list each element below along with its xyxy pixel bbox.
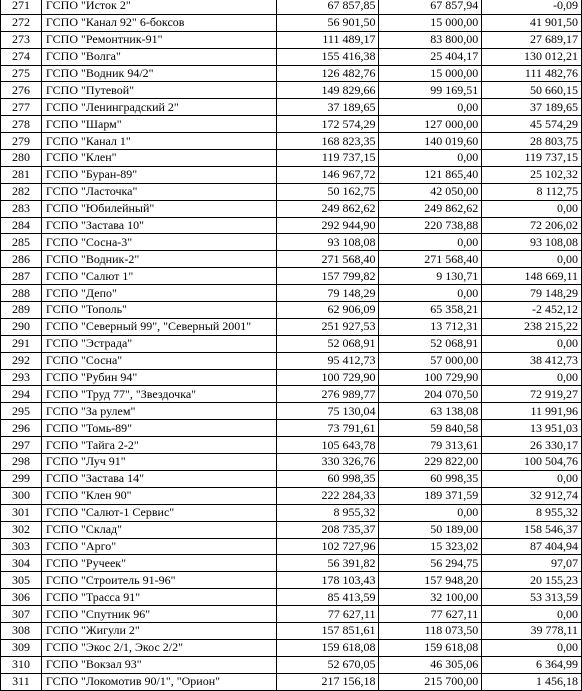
row-number-cell: 298 bbox=[1, 454, 42, 471]
cooperative-name-cell: ГСПО "За рулем" bbox=[41, 403, 276, 420]
amount-accrued-cell: 111 489,17 bbox=[276, 31, 379, 48]
table-row bbox=[1, 521, 582, 538]
balance-cell: 28 803,75 bbox=[482, 133, 582, 150]
amount-paid-cell: 249 862,62 bbox=[379, 200, 482, 217]
cooperative-name-cell: ГСПО "Спутник 96" bbox=[41, 606, 276, 623]
amount-accrued-cell: 67 857,85 bbox=[276, 0, 379, 14]
table-row bbox=[1, 589, 582, 606]
cooperative-name-cell: ГСПО "Ручеек" bbox=[41, 555, 276, 572]
cooperative-name-cell: ГСПО "Клен 90" bbox=[41, 487, 276, 504]
balance-cell: 93 108,08 bbox=[482, 234, 582, 251]
cooperative-name-cell: ГСПО "Ласточка" bbox=[41, 183, 276, 200]
row-number-cell: 272 bbox=[1, 14, 42, 31]
amount-accrued-cell: 330 326,76 bbox=[276, 454, 379, 471]
amount-accrued-cell: 93 108,08 bbox=[276, 234, 379, 251]
cooperative-name-cell: ГСПО "Склад" bbox=[41, 521, 276, 538]
amount-paid-cell: 99 169,51 bbox=[379, 82, 482, 99]
table-row bbox=[1, 639, 582, 656]
row-number-cell: 293 bbox=[1, 369, 42, 386]
amount-accrued-cell: 60 998,35 bbox=[276, 470, 379, 487]
amount-paid-cell: 157 948,20 bbox=[379, 572, 482, 589]
balance-cell: 111 482,76 bbox=[482, 65, 582, 82]
cooperative-name-cell: ГСПО "Ленинградский 2" bbox=[41, 99, 276, 116]
row-number-cell: 279 bbox=[1, 133, 42, 150]
amount-accrued-cell: 95 412,73 bbox=[276, 352, 379, 369]
cooperative-name-cell: ГСПО "Застава 14" bbox=[41, 470, 276, 487]
row-number-cell: 311 bbox=[1, 673, 42, 690]
row-number-cell: 295 bbox=[1, 403, 42, 420]
table-row bbox=[1, 302, 582, 319]
table-row bbox=[1, 0, 582, 14]
row-number-cell: 283 bbox=[1, 200, 42, 217]
table-row bbox=[1, 504, 582, 521]
table-row bbox=[1, 454, 582, 471]
amount-accrued-cell: 172 574,29 bbox=[276, 116, 379, 133]
table-row bbox=[1, 572, 582, 589]
cooperative-name-cell: ГСПО "Застава 10" bbox=[41, 217, 276, 234]
table-row bbox=[1, 673, 582, 690]
amount-accrued-cell: 249 862,62 bbox=[276, 200, 379, 217]
amount-paid-cell: 83 800,00 bbox=[379, 31, 482, 48]
amount-accrued-cell: 73 791,61 bbox=[276, 420, 379, 437]
amount-paid-cell: 63 138,08 bbox=[379, 403, 482, 420]
amount-paid-cell: 220 738,88 bbox=[379, 217, 482, 234]
amount-accrued-cell: 159 618,08 bbox=[276, 639, 379, 656]
table-row bbox=[1, 116, 582, 133]
amount-accrued-cell: 119 737,15 bbox=[276, 150, 379, 167]
balance-cell: 20 155,23 bbox=[482, 572, 582, 589]
amount-paid-cell: 271 568,40 bbox=[379, 251, 482, 268]
table-row bbox=[1, 234, 582, 251]
row-number-cell: 285 bbox=[1, 234, 42, 251]
amount-accrued-cell: 155 416,38 bbox=[276, 48, 379, 65]
row-number-cell: 289 bbox=[1, 302, 42, 319]
balance-cell: 8 112,75 bbox=[482, 183, 582, 200]
balance-cell: -2 452,12 bbox=[482, 302, 582, 319]
balance-cell: 8 955,32 bbox=[482, 504, 582, 521]
row-number-cell: 287 bbox=[1, 268, 42, 285]
row-number-cell: 307 bbox=[1, 606, 42, 623]
amount-accrued-cell: 217 156,18 bbox=[276, 673, 379, 690]
amount-paid-cell: 13 712,31 bbox=[379, 318, 482, 335]
amount-paid-cell: 118 073,50 bbox=[379, 622, 482, 639]
table-row bbox=[1, 48, 582, 65]
table-row bbox=[1, 251, 582, 268]
cooperative-name-cell: ГСПО "Ремонтник-91" bbox=[41, 31, 276, 48]
table-row bbox=[1, 386, 582, 403]
amount-accrued-cell: 79 148,29 bbox=[276, 285, 379, 302]
amount-paid-cell: 140 019,60 bbox=[379, 133, 482, 150]
cooperative-name-cell: ГСПО "Локомотив 90/1", "Орион" bbox=[41, 673, 276, 690]
amount-paid-cell: 121 865,40 bbox=[379, 166, 482, 183]
amount-accrued-cell: 56 901,50 bbox=[276, 14, 379, 31]
cooperative-name-cell: ГСПО "Сосна-3" bbox=[41, 234, 276, 251]
table-row bbox=[1, 285, 582, 302]
amount-accrued-cell: 62 906,09 bbox=[276, 302, 379, 319]
row-number-cell: 274 bbox=[1, 48, 42, 65]
cooperative-name-cell: ГСПО "Северный 99", "Северный 2001" bbox=[41, 318, 276, 335]
table-row bbox=[1, 200, 582, 217]
balance-cell: 0,00 bbox=[482, 470, 582, 487]
row-number-cell: 290 bbox=[1, 318, 42, 335]
amount-accrued-cell: 8 955,32 bbox=[276, 504, 379, 521]
amount-paid-cell: 0,00 bbox=[379, 99, 482, 116]
balance-cell: 238 215,22 bbox=[482, 318, 582, 335]
amount-paid-cell: 59 840,58 bbox=[379, 420, 482, 437]
balance-cell: 72 919,27 bbox=[482, 386, 582, 403]
row-number-cell: 308 bbox=[1, 622, 42, 639]
table-row bbox=[1, 217, 582, 234]
balance-cell: 6 364,99 bbox=[482, 656, 582, 673]
table-row bbox=[1, 99, 582, 116]
table-row bbox=[1, 538, 582, 555]
row-number-cell: 277 bbox=[1, 99, 42, 116]
amount-paid-cell: 0,00 bbox=[379, 504, 482, 521]
amount-accrued-cell: 75 130,04 bbox=[276, 403, 379, 420]
table-row bbox=[1, 133, 582, 150]
table-row bbox=[1, 656, 582, 673]
amount-paid-cell: 79 313,61 bbox=[379, 437, 482, 454]
table-row bbox=[1, 420, 582, 437]
table-row bbox=[1, 487, 582, 504]
balance-cell: 0,00 bbox=[482, 606, 582, 623]
amount-accrued-cell: 56 391,82 bbox=[276, 555, 379, 572]
balance-cell: 32 912,74 bbox=[482, 487, 582, 504]
balance-cell: 0,00 bbox=[482, 200, 582, 217]
row-number-cell: 271 bbox=[1, 0, 42, 14]
balance-cell: 41 901,50 bbox=[482, 14, 582, 31]
row-number-cell: 276 bbox=[1, 82, 42, 99]
balance-cell: 130 012,21 bbox=[482, 48, 582, 65]
cooperative-name-cell: ГСПО "Шарм" bbox=[41, 116, 276, 133]
cooperative-name-cell: ГСПО "Жигули 2" bbox=[41, 622, 276, 639]
balance-cell: 0,00 bbox=[482, 639, 582, 656]
row-number-cell: 278 bbox=[1, 116, 42, 133]
balance-cell: 100 504,76 bbox=[482, 454, 582, 471]
table-row bbox=[1, 82, 582, 99]
row-number-cell: 306 bbox=[1, 589, 42, 606]
balance-cell: 37 189,65 bbox=[482, 99, 582, 116]
balance-cell: 87 404,94 bbox=[482, 538, 582, 555]
table-row bbox=[1, 318, 582, 335]
amount-accrued-cell: 100 729,90 bbox=[276, 369, 379, 386]
amount-accrued-cell: 105 643,78 bbox=[276, 437, 379, 454]
cooperative-name-cell: ГСПО "Сосна" bbox=[41, 352, 276, 369]
amount-paid-cell: 42 050,00 bbox=[379, 183, 482, 200]
balance-cell: 53 313,59 bbox=[482, 589, 582, 606]
amount-accrued-cell: 102 727,96 bbox=[276, 538, 379, 555]
amount-paid-cell: 229 822,00 bbox=[379, 454, 482, 471]
amount-accrued-cell: 37 189,65 bbox=[276, 99, 379, 116]
row-number-cell: 282 bbox=[1, 183, 42, 200]
balance-cell: 27 689,17 bbox=[482, 31, 582, 48]
amount-accrued-cell: 251 927,53 bbox=[276, 318, 379, 335]
balance-cell: 0,00 bbox=[482, 369, 582, 386]
amount-accrued-cell: 276 989,77 bbox=[276, 386, 379, 403]
row-number-cell: 297 bbox=[1, 437, 42, 454]
row-number-cell: 296 bbox=[1, 420, 42, 437]
row-number-cell: 281 bbox=[1, 166, 42, 183]
row-number-cell: 300 bbox=[1, 487, 42, 504]
row-number-cell: 286 bbox=[1, 251, 42, 268]
amount-paid-cell: 189 371,59 bbox=[379, 487, 482, 504]
cooperative-name-cell: ГСПО "Арго" bbox=[41, 538, 276, 555]
amount-paid-cell: 9 130,71 bbox=[379, 268, 482, 285]
amount-paid-cell: 57 000,00 bbox=[379, 352, 482, 369]
row-number-cell: 310 bbox=[1, 656, 42, 673]
row-number-cell: 292 bbox=[1, 352, 42, 369]
cooperative-name-cell: ГСПО "Депо" bbox=[41, 285, 276, 302]
row-number-cell: 294 bbox=[1, 386, 42, 403]
amount-paid-cell: 0,00 bbox=[379, 285, 482, 302]
amount-paid-cell: 204 070,50 bbox=[379, 386, 482, 403]
balance-cell: 158 546,37 bbox=[482, 521, 582, 538]
amount-paid-cell: 15 000,00 bbox=[379, 14, 482, 31]
cooperative-name-cell: ГСПО "Клен" bbox=[41, 150, 276, 167]
cooperative-name-cell: ГСПО "Тайга 2-2" bbox=[41, 437, 276, 454]
cooperative-name-cell: ГСПО "Юбилейный" bbox=[41, 200, 276, 217]
cooperative-name-cell: ГСПО "Тополь" bbox=[41, 302, 276, 319]
cooperative-name-cell: ГСПО "Салют-1 Сервис" bbox=[41, 504, 276, 521]
table-row bbox=[1, 183, 582, 200]
cooperative-name-cell: ГСПО "Канал 1" bbox=[41, 133, 276, 150]
table-row bbox=[1, 437, 582, 454]
table-row bbox=[1, 166, 582, 183]
amount-paid-cell: 15 000,00 bbox=[379, 65, 482, 82]
cooperative-name-cell: ГСПО "Исток 2" bbox=[41, 0, 276, 14]
amount-accrued-cell: 178 103,43 bbox=[276, 572, 379, 589]
table-row bbox=[1, 403, 582, 420]
balance-cell: 79 148,29 bbox=[482, 285, 582, 302]
cooperative-name-cell: ГСПО "Вокзал 93" bbox=[41, 656, 276, 673]
balance-cell: 38 412,73 bbox=[482, 352, 582, 369]
table-body bbox=[1, 0, 582, 690]
cooperative-name-cell: ГСПО "Строитель 91-96" bbox=[41, 572, 276, 589]
balance-cell: 148 669,11 bbox=[482, 268, 582, 285]
amount-accrued-cell: 149 829,66 bbox=[276, 82, 379, 99]
table-row bbox=[1, 268, 582, 285]
amount-accrued-cell: 157 851,61 bbox=[276, 622, 379, 639]
amount-paid-cell: 56 294,75 bbox=[379, 555, 482, 572]
balance-cell: 50 660,15 bbox=[482, 82, 582, 99]
amount-paid-cell: 52 068,91 bbox=[379, 335, 482, 352]
table-row bbox=[1, 150, 582, 167]
row-number-cell: 273 bbox=[1, 31, 42, 48]
amount-paid-cell: 0,00 bbox=[379, 234, 482, 251]
cooperative-name-cell: ГСПО "Буран-89" bbox=[41, 166, 276, 183]
amount-paid-cell: 159 618,08 bbox=[379, 639, 482, 656]
table-row bbox=[1, 31, 582, 48]
table-row bbox=[1, 622, 582, 639]
row-number-cell: 291 bbox=[1, 335, 42, 352]
cooperative-name-cell: ГСПО "Рубин 94" bbox=[41, 369, 276, 386]
amount-paid-cell: 65 358,21 bbox=[379, 302, 482, 319]
amount-accrued-cell: 222 284,33 bbox=[276, 487, 379, 504]
cooperative-name-cell: ГСПО "Томь-89" bbox=[41, 420, 276, 437]
table-row bbox=[1, 369, 582, 386]
balance-cell: 25 102,32 bbox=[482, 166, 582, 183]
amount-accrued-cell: 168 823,35 bbox=[276, 133, 379, 150]
amount-paid-cell: 60 998,35 bbox=[379, 470, 482, 487]
table-row bbox=[1, 65, 582, 82]
amount-accrued-cell: 146 967,72 bbox=[276, 166, 379, 183]
row-number-cell: 301 bbox=[1, 504, 42, 521]
table-row bbox=[1, 14, 582, 31]
cooperative-name-cell: ГСПО "Водник-2" bbox=[41, 251, 276, 268]
amount-paid-cell: 32 100,00 bbox=[379, 589, 482, 606]
cooperative-name-cell: ГСПО "Канал 92" 6-боксов bbox=[41, 14, 276, 31]
balance-cell: 119 737,15 bbox=[482, 150, 582, 167]
cooperative-name-cell: ГСПО "Эстрада" bbox=[41, 335, 276, 352]
amount-paid-cell: 46 305,06 bbox=[379, 656, 482, 673]
table-row bbox=[1, 470, 582, 487]
amount-accrued-cell: 77 627,11 bbox=[276, 606, 379, 623]
balance-cell: 13 951,03 bbox=[482, 420, 582, 437]
amount-paid-cell: 15 323,02 bbox=[379, 538, 482, 555]
amount-paid-cell: 215 700,00 bbox=[379, 673, 482, 690]
cooperative-name-cell: ГСПО "Путевой" bbox=[41, 82, 276, 99]
row-number-cell: 309 bbox=[1, 639, 42, 656]
amount-accrued-cell: 126 482,76 bbox=[276, 65, 379, 82]
row-number-cell: 305 bbox=[1, 572, 42, 589]
amount-paid-cell: 127 000,00 bbox=[379, 116, 482, 133]
amount-accrued-cell: 292 944,90 bbox=[276, 217, 379, 234]
balance-cell: 11 991,96 bbox=[482, 403, 582, 420]
amount-paid-cell: 25 404,17 bbox=[379, 48, 482, 65]
cooperative-name-cell: ГСПО "Луч 91" bbox=[41, 454, 276, 471]
amount-accrued-cell: 52 670,05 bbox=[276, 656, 379, 673]
cooperative-name-cell: ГСПО "Водник 94/2" bbox=[41, 65, 276, 82]
row-number-cell: 303 bbox=[1, 538, 42, 555]
balance-cell: 45 574,29 bbox=[482, 116, 582, 133]
amount-paid-cell: 0,00 bbox=[379, 150, 482, 167]
amount-accrued-cell: 157 799,82 bbox=[276, 268, 379, 285]
row-number-cell: 280 bbox=[1, 150, 42, 167]
balance-cell: 0,00 bbox=[482, 335, 582, 352]
balance-cell: 97,07 bbox=[482, 555, 582, 572]
table-row bbox=[1, 606, 582, 623]
amount-paid-cell: 50 189,00 bbox=[379, 521, 482, 538]
amount-accrued-cell: 271 568,40 bbox=[276, 251, 379, 268]
row-number-cell: 275 bbox=[1, 65, 42, 82]
row-number-cell: 302 bbox=[1, 521, 42, 538]
table-row bbox=[1, 352, 582, 369]
balance-cell: 1 456,18 bbox=[482, 673, 582, 690]
row-number-cell: 299 bbox=[1, 470, 42, 487]
amount-paid-cell: 67 857,94 bbox=[379, 0, 482, 14]
amount-paid-cell: 77 627,11 bbox=[379, 606, 482, 623]
balance-cell: 39 778,11 bbox=[482, 622, 582, 639]
balance-cell: 26 330,17 bbox=[482, 437, 582, 454]
amount-accrued-cell: 85 413,59 bbox=[276, 589, 379, 606]
cooperative-name-cell: ГСПО "Экос 2/1, Экос 2/2" bbox=[41, 639, 276, 656]
balance-cell: 0,00 bbox=[482, 251, 582, 268]
row-number-cell: 288 bbox=[1, 285, 42, 302]
row-number-cell: 304 bbox=[1, 555, 42, 572]
table-row bbox=[1, 555, 582, 572]
cooperative-name-cell: ГСПО "Труд 77", "Звездочка" bbox=[41, 386, 276, 403]
cooperative-name-cell: ГСПО "Салют 1" bbox=[41, 268, 276, 285]
balance-cell: -0,09 bbox=[482, 0, 582, 14]
table-row bbox=[1, 335, 582, 352]
cooperative-name-cell: ГСПО "Волга" bbox=[41, 48, 276, 65]
amount-paid-cell: 100 729,90 bbox=[379, 369, 482, 386]
amount-accrued-cell: 208 735,37 bbox=[276, 521, 379, 538]
row-number-cell: 284 bbox=[1, 217, 42, 234]
amount-accrued-cell: 50 162,75 bbox=[276, 183, 379, 200]
balance-cell: 72 206,02 bbox=[482, 217, 582, 234]
amount-accrued-cell: 52 068,91 bbox=[276, 335, 379, 352]
cooperative-name-cell: ГСПО "Трасса 91" bbox=[41, 589, 276, 606]
